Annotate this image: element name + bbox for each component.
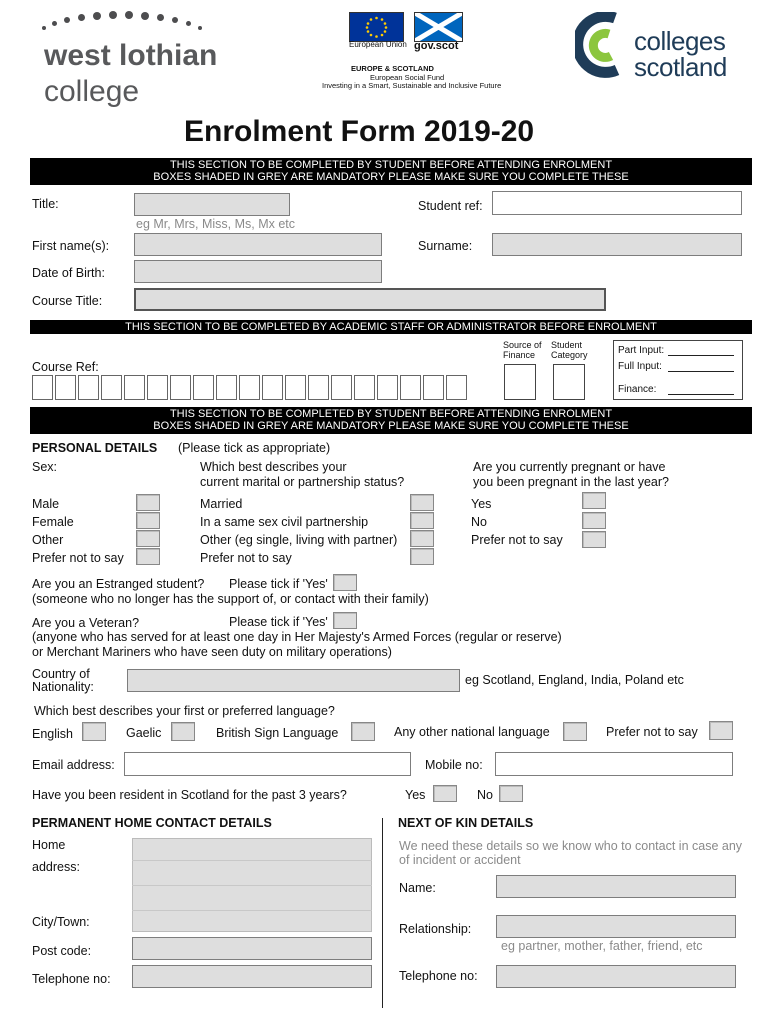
next-of-kin-heading: NEXT OF KIN DETAILS [398, 816, 534, 830]
language-gaelic-checkbox[interactable] [171, 722, 195, 741]
student-category-line1: Student [551, 340, 583, 350]
mobile-field[interactable] [495, 752, 733, 776]
language-prefer-not-checkbox[interactable] [709, 721, 733, 740]
dob-field[interactable] [134, 260, 382, 283]
page-title: Enrolment Form 2019-20 [184, 115, 535, 148]
veteran-question: Are you a Veteran? [32, 616, 140, 630]
email-field[interactable] [124, 752, 411, 776]
pregnant-question-line1: Are you currently pregnant or have [473, 460, 666, 474]
kin-name-field[interactable] [496, 875, 736, 898]
nationality-hint: eg Scotland, England, India, Poland etc [465, 673, 684, 687]
postcode-field[interactable] [132, 937, 372, 960]
nationality-label-line2: Nationality: [32, 680, 94, 694]
marital-civil-checkbox[interactable] [410, 512, 434, 529]
kin-telephone-label: Telephone no: [399, 969, 478, 983]
student-ref-field[interactable] [492, 191, 742, 215]
kin-name-label: Name: [399, 881, 436, 895]
sex-other-checkbox[interactable] [136, 530, 160, 547]
mobile-label: Mobile no: [425, 758, 483, 772]
language-question: Which best describes your first or preferred language? [34, 704, 335, 718]
pregnant-option-prefer-not: Prefer not to say [471, 533, 563, 547]
relationship-field[interactable] [496, 915, 736, 938]
course-title-label: Course Title: [32, 294, 103, 308]
section2-bar [30, 320, 752, 334]
saltire-icon [414, 12, 463, 42]
source-finance-field[interactable] [504, 364, 536, 400]
address-line-2 [132, 885, 372, 886]
nationality-label-line1: Country of [32, 667, 90, 681]
contact-divider [382, 818, 383, 1008]
title-field[interactable] [134, 193, 290, 216]
estranged-question: Are you an Estranged student? [32, 577, 205, 591]
finance-line[interactable] [668, 394, 734, 395]
pregnant-option-no: No [471, 515, 487, 529]
marital-option-married: Married [200, 497, 243, 511]
surname-field[interactable] [492, 233, 742, 256]
estranged-note: (someone who no longer has the support of, or contact with their family) [32, 592, 429, 606]
section2-bar-text: THIS SECTION TO BE COMPLETED BY ACADEMIC STAFF OR ADMINISTRATOR BEFORE ENROLMENT [125, 321, 657, 333]
pregnant-option-yes: Yes [471, 497, 492, 511]
college-logo-line1: west lothian [44, 39, 218, 72]
language-gaelic-label: Gaelic [126, 726, 162, 740]
estranged-tick-note: Please tick if 'Yes' [229, 577, 328, 591]
pregnant-prefer-not-checkbox[interactable] [582, 531, 606, 548]
sex-label: Sex: [32, 460, 58, 474]
language-other-label: Any other national language [394, 725, 550, 739]
resident-yes-checkbox[interactable] [433, 785, 457, 802]
city-label: City/Town: [32, 915, 90, 929]
student-category-line2: Category [551, 350, 588, 360]
address-line-1 [132, 860, 372, 861]
telephone-field[interactable] [132, 965, 372, 988]
estranged-checkbox[interactable] [333, 574, 357, 591]
eu-label: European Union [349, 40, 407, 49]
full-input-line[interactable] [668, 371, 734, 372]
veteran-tick-note: Please tick if 'Yes' [229, 615, 328, 629]
language-bsl-checkbox[interactable] [351, 722, 375, 741]
pregnant-question-line2: you been pregnant in the last year? [473, 475, 669, 489]
section1-bar-line2: BOXES SHADED IN GREY ARE MANDATORY PLEASE MAKE SURE YOU COMPLETE THESE [153, 171, 629, 183]
course-ref-label: Course Ref: [32, 360, 99, 374]
sex-female-checkbox[interactable] [136, 512, 160, 529]
personal-details-heading: PERSONAL DETAILS [32, 441, 158, 455]
language-english-checkbox[interactable] [82, 722, 106, 741]
email-label: Email address: [32, 758, 115, 772]
veteran-checkbox[interactable] [333, 612, 357, 629]
marital-question-line1: Which best describes your [200, 460, 347, 474]
resident-no-checkbox[interactable] [499, 785, 523, 802]
language-other-checkbox[interactable] [563, 722, 587, 741]
language-prefer-not-label: Prefer not to say [606, 725, 698, 739]
marital-other-checkbox[interactable] [410, 530, 434, 547]
part-input-label: Part Input: [618, 345, 665, 356]
student-ref-label: Student ref: [418, 199, 483, 213]
nationality-field[interactable] [127, 669, 460, 692]
section1-bar-line1: THIS SECTION TO BE COMPLETED BY STUDENT BEFORE ATTENDING ENROLMENT [169, 159, 613, 171]
kin-telephone-field[interactable] [496, 965, 736, 988]
section3-bar [30, 407, 752, 434]
student-category-field[interactable] [553, 364, 585, 400]
surname-label: Surname: [418, 239, 473, 253]
marital-option-prefer-not: Prefer not to say [200, 551, 292, 565]
section3-bar-line2: BOXES SHADED IN GREY ARE MANDATORY PLEASE MAKE SURE YOU COMPLETE THESE [153, 420, 629, 432]
college-logo-line2: college [44, 75, 140, 108]
relationship-label: Relationship: [399, 922, 472, 936]
dob-label: Date of Birth: [32, 266, 105, 280]
sex-option-female: Female [32, 515, 74, 529]
marital-option-other: Other (eg single, living with partner) [200, 533, 398, 547]
first-names-field[interactable] [134, 233, 382, 256]
address-line-3 [132, 910, 372, 911]
sex-option-other: Other [32, 533, 64, 547]
colleges-scotland-logo-icon [575, 12, 633, 78]
esf-line1: EUROPE & SCOTLAND [351, 64, 434, 73]
source-finance-line1: Source of [503, 340, 542, 350]
title-label: Title: [32, 197, 59, 211]
home-label: Home [32, 838, 66, 852]
sex-option-prefer-not: Prefer not to say [32, 551, 124, 565]
part-input-line[interactable] [668, 355, 734, 356]
telephone-label: Telephone no: [32, 972, 111, 986]
marital-married-checkbox[interactable] [410, 494, 434, 511]
first-names-label: First name(s): [32, 239, 110, 253]
finance-label: Finance: [618, 384, 657, 395]
veteran-note-line1: (anyone who has served for at least one day in Her Majesty's Armed Forces (regular or reserve) [32, 630, 562, 644]
title-hint: eg Mr, Mrs, Miss, Ms, Mx etc [136, 217, 296, 231]
marital-prefer-not-checkbox[interactable] [410, 548, 434, 565]
marital-option-civil: In a same sex civil partnership [200, 515, 369, 529]
sex-prefer-not-checkbox[interactable] [136, 548, 160, 565]
kin-note-line1: We need these details so we know who to contact in case any [399, 839, 743, 853]
resident-yes-label: Yes [405, 788, 426, 802]
course-title-field[interactable] [134, 288, 606, 311]
language-english-label: English [32, 727, 73, 741]
full-input-label: Full Input: [618, 361, 662, 372]
esf-line2: European Social Fund [370, 73, 445, 82]
section3-bar-line1: THIS SECTION TO BE COMPLETED BY STUDENT BEFORE ATTENDING ENROLMENT [169, 408, 613, 420]
resident-no-label: No [477, 788, 493, 802]
esf-line3: Investing in a Smart, Sustainable and Inclusive Future [322, 81, 502, 90]
resident-question: Have you been resident in Scotland for the past 3 years? [32, 788, 347, 802]
sex-option-male: Male [32, 497, 60, 511]
pregnant-no-checkbox[interactable] [582, 512, 606, 529]
kin-note-line2: of incident or accident [399, 853, 521, 867]
source-finance-line2: Finance [503, 350, 536, 360]
pregnant-yes-checkbox[interactable] [582, 492, 606, 509]
colleges-scotland-line2: scotland [634, 52, 727, 82]
section1-bar [30, 158, 752, 185]
colleges-scotland-line1: colleges [634, 26, 726, 56]
home-contact-heading: PERMANENT HOME CONTACT DETAILS [32, 816, 272, 830]
govscot-label: gov.scot [414, 40, 459, 52]
eu-flag-icon [349, 12, 404, 42]
veteran-note-line2: or Merchant Mariners who have seen duty on military operations) [32, 645, 392, 659]
marital-question-line2: current marital or partnership status? [200, 475, 405, 489]
language-bsl-label: British Sign Language [216, 726, 339, 740]
tick-note: (Please tick as appropriate) [178, 441, 331, 455]
address-label: address: [32, 860, 80, 874]
relationship-hint: eg partner, mother, father, friend, etc [501, 939, 703, 953]
sex-male-checkbox[interactable] [136, 494, 160, 511]
postcode-label: Post code: [32, 944, 92, 958]
